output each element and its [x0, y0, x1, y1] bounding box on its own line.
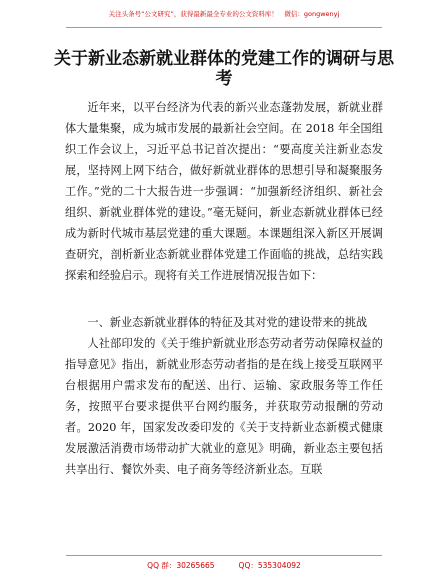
footer-divider — [66, 555, 382, 556]
footer-qq: QQ：535304092 — [238, 561, 301, 570]
header-divider — [66, 27, 382, 28]
paragraph-intro: 近年来，以平台经济为代表的新兴业态蓬勃发展，新就业群体大量集聚，成为城市发展的最新社会空间。在 2018 年全国组织工作会议上，习近平总书记首次提出：“要高度关注新业态发展，坚持网上网下结合，做好新就业群体的思想引导和凝聚服务工作。”党的二十大报告进一步强调：“加强新经济组织、新社会组织、新就业群体党的建设。”毫无疑问，新业态新就业群体已经成为新时代城市基层党建的重大课题。本课题组深入新区开展调查研究，剖析新业态新就业群体党建工作面临的挑战，总结实践探索和经验启示。现将有关工作进展情况报告如下： — [65, 101, 383, 282]
header-promo-banner: 关注头条号“公文研究”，获得最新最全专业的公文资料库！ 微信：gongwenyj — [108, 10, 340, 18]
paragraph-section-1: 人社部印发的《关于维护新就业形态劳动者劳动保障权益的指导意见》指出，新就业形态劳动者指的是在线上接受互联网平台根据用户需求发布的配送、出行、运输、家政服务等工作任务，按照平台要求提供平台网约服务，并获取劳动报酬的劳动者。2020 年，国家发改委印发的《关于支持新业态新模式健康发展激活消费市场带动扩大就业的意见》明确，新业态主要包括共享出行、餐饮外卖、电子商务等经济新业态。互联 — [65, 337, 383, 476]
footer-qq-group: QQ 群：30265665 — [147, 561, 215, 570]
document-title: 关于新业态新就业群体的党建工作的调研与思考 — [54, 49, 394, 89]
footer-contact — [0, 560, 448, 572]
section-heading-1: 一、新业态新就业群体的特征及其对党的建设带来的挑战 — [87, 316, 368, 329]
